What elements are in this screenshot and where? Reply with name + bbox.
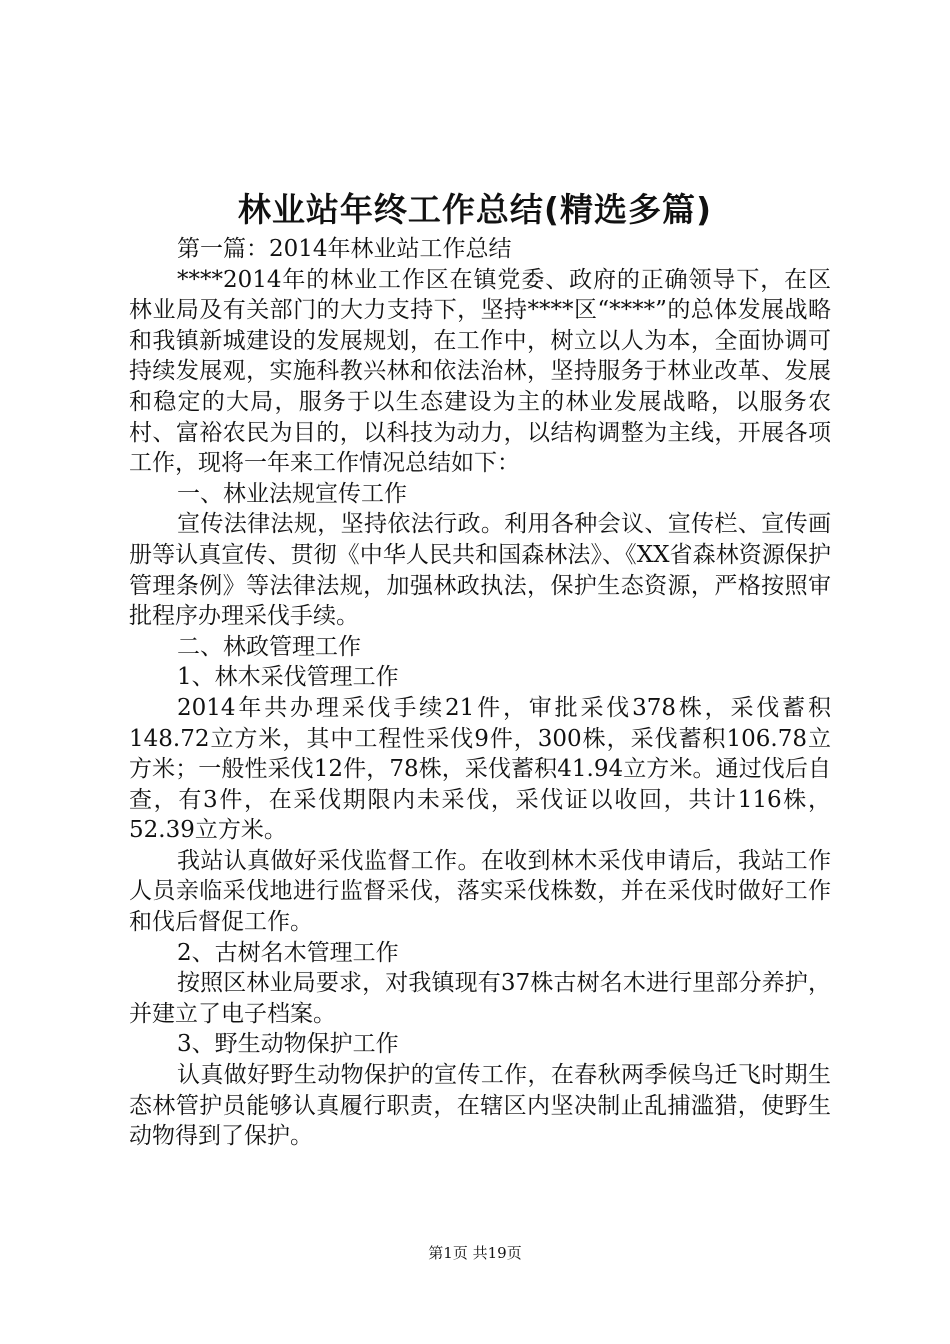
section-heading: 第一篇：2014年林业站工作总结 <box>177 236 512 262</box>
body-paragraph: 我站认真做好采伐监督工作。在收到林木采伐申请后，我站工作人员亲临采伐地进行监督采伐，落实采伐株数，并在采伐时做好工作和伐后督促工作。 <box>129 847 831 936</box>
body-paragraph: 宣传法律法规，坚持依法行政。利用各种会议、宣传栏、宣传画册等认真宣传、贯彻《中华人民共和国森林法》、《XX省森林资源保护管理条例》等法律法规，加强林政执法，保护生态资源，严格按照审批程序办理采伐手续。 <box>129 511 831 630</box>
subsection-heading: 2、古树名木管理工作 <box>177 939 399 966</box>
page-footer: 第1页 共19页 <box>428 1244 522 1262</box>
document-body <box>129 234 831 1152</box>
document-title: 林业站年终工作总结(精选多篇) <box>237 190 713 229</box>
body-paragraph: 按照区林业局要求，对我镇现有37株古树名木进行里部分养护，并建立了电子档案。 <box>129 970 831 1027</box>
subsection-heading: 1、林木采伐管理工作 <box>177 664 399 691</box>
subsection-heading: 3、野生动物保护工作 <box>177 1031 399 1058</box>
body-paragraph: 认真做好野生动物保护的宣传工作，在春秋两季候鸟迁飞时期生态林管护员能够认真履行职责，在辖区内坚决制止乱捕滥猎，使野生动物得到了保护。 <box>129 1062 831 1150</box>
section-heading: 一、林业法规宣传工作 <box>177 480 407 507</box>
body-paragraph: 2014年共办理采伐手续21件，审批采伐378株，采伐蓄积148.72立方米，其中工程性采伐9件，300株，采伐蓄积106.78立方米；一般性采伐12件，78株，采伐蓄积41.94立方米。通过伐后自查，有3件，在采伐期限内未采伐，采伐证以收回，共计116株，52.39立方米。 <box>129 694 831 844</box>
section-heading: 二、林政管理工作 <box>177 633 361 660</box>
body-paragraph: ****2014年的林业工作区在镇党委、政府的正确领导下，在区林业局及有关部门的大力支持下，坚持****区“****”的总体发展战略和我镇新城建设的发展规划，在工作中，树立以人为本，全面协调可持续发展观，实施科教兴林和依法治林，坚持服务于林业改革、发展和稳定的大局，服务于以生态建设为主的林业发展战略，以服务农村、富裕农民为目的，以科技为动力，以结构调整为主线，开展各项工作，现将一年来工作情况总结如下： <box>129 266 831 477</box>
